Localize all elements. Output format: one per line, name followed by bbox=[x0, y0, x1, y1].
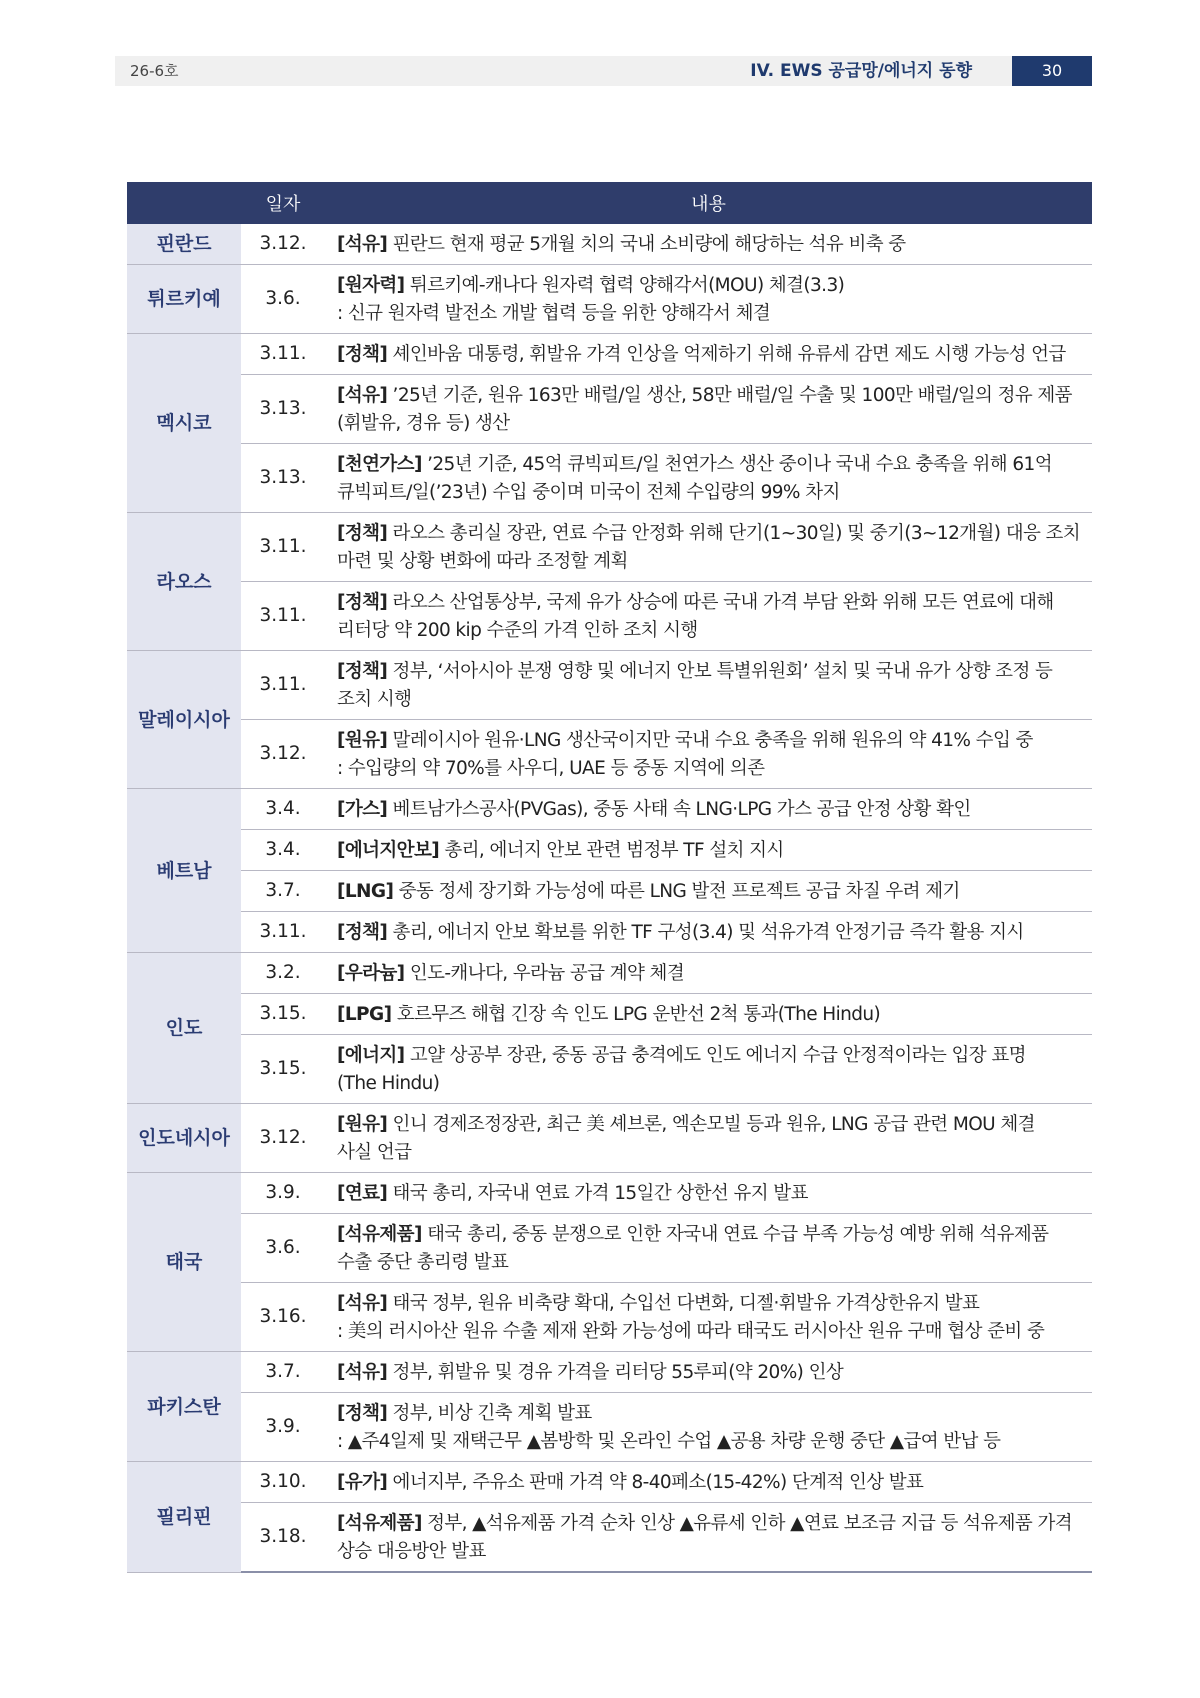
category-tag: [정책] bbox=[337, 922, 388, 943]
table-row bbox=[127, 1393, 1092, 1462]
content-line bbox=[337, 1290, 1086, 1318]
content-cell bbox=[325, 1173, 1092, 1214]
content-line bbox=[337, 960, 1086, 988]
table-row bbox=[127, 375, 1092, 444]
content-cell bbox=[325, 375, 1092, 444]
content-line bbox=[337, 617, 1086, 645]
date-cell: 3.15. bbox=[241, 994, 325, 1035]
category-tag: [원자력] bbox=[337, 275, 405, 296]
content-text: 정부, ‘서아시아 분쟁 영향 및 에너지 안보 특별위원회’ 설치 및 국내 유가 상향 조정 등 bbox=[392, 661, 1053, 682]
content-text: 인도-캐나다, 우라늄 공급 계약 체결 bbox=[409, 963, 685, 984]
content-line bbox=[337, 341, 1086, 369]
content-cell bbox=[325, 912, 1092, 953]
content-text: ’25년 기준, 45억 큐빅피트/일 천연가스 생산 중이나 국내 수요 충족을 위해 61억 bbox=[427, 454, 1052, 475]
content-cell bbox=[325, 1214, 1092, 1283]
table-row bbox=[127, 334, 1092, 375]
content-line bbox=[337, 410, 1086, 438]
content-text: 중동 정세 장기화 가능성에 따른 LNG 발전 프로젝트 공급 차질 우려 제기 bbox=[398, 881, 960, 902]
header-date: 일자 bbox=[241, 182, 325, 224]
table-row bbox=[127, 582, 1092, 651]
content-text: 셰인바움 대통령, 휘발유 가격 인상을 억제하기 위해 유류세 감면 제도 시행 가능성 언급 bbox=[392, 344, 1066, 365]
content-text: 정부, 비상 긴축 계획 발표 bbox=[392, 1403, 592, 1424]
country-cell: 베트남 bbox=[127, 789, 241, 953]
content-text: 태국 정부, 원유 비축량 확대, 수입선 다변화, 디젤·휘발유 가격상한유지 발표 bbox=[392, 1293, 980, 1314]
date-cell: 3.7. bbox=[241, 871, 325, 912]
content-line bbox=[337, 272, 1086, 300]
header-content: 내용 bbox=[325, 182, 1092, 224]
country-cell: 인도 bbox=[127, 953, 241, 1104]
content-line bbox=[337, 727, 1086, 755]
category-tag: [정책] bbox=[337, 344, 388, 365]
content-line bbox=[337, 1070, 1086, 1098]
content-cell bbox=[325, 953, 1092, 994]
date-cell: 3.11. bbox=[241, 513, 325, 582]
date-cell: 3.9. bbox=[241, 1173, 325, 1214]
content-line bbox=[337, 1359, 1086, 1387]
date-cell: 3.9. bbox=[241, 1393, 325, 1462]
category-tag: [정책] bbox=[337, 592, 388, 613]
table-header-row bbox=[127, 182, 1092, 224]
content-text: 큐빅피트/일(’23년) 수입 중이며 미국이 전체 수입량의 99% 차지 bbox=[337, 482, 840, 503]
content-text: 에너지부, 주유소 판매 가격 약 8-40페소(15-42%) 단계적 인상 발표 bbox=[392, 1472, 924, 1493]
content-text: 태국 총리, 자국내 연료 가격 15일간 상한선 유지 발표 bbox=[392, 1183, 808, 1204]
date-cell: 3.13. bbox=[241, 444, 325, 513]
content-text: : ▲주4일제 및 재택근무 ▲봄방학 및 온라인 수업 ▲공용 차량 운행 중단 ▲급여 반납 등 bbox=[337, 1431, 1001, 1452]
content-line bbox=[337, 1538, 1086, 1566]
table-body bbox=[127, 224, 1092, 1572]
table-row bbox=[127, 1462, 1092, 1503]
content-cell bbox=[325, 1503, 1092, 1573]
content-line bbox=[337, 548, 1086, 576]
content-line bbox=[337, 589, 1086, 617]
table-row bbox=[127, 444, 1092, 513]
date-cell: 3.12. bbox=[241, 224, 325, 265]
content-cell bbox=[325, 334, 1092, 375]
category-tag: [석유] bbox=[337, 1362, 388, 1383]
content-cell bbox=[325, 1352, 1092, 1393]
country-cell: 멕시코 bbox=[127, 334, 241, 513]
date-cell: 3.11. bbox=[241, 582, 325, 651]
table-row bbox=[127, 871, 1092, 912]
content-text: 튀르키예-캐나다 원자력 협력 양해각서(MOU) 체결(3.3) bbox=[409, 275, 845, 296]
content-line bbox=[337, 919, 1086, 947]
page-number: 30 bbox=[1012, 56, 1092, 86]
category-tag: [석유제품] bbox=[337, 1513, 422, 1534]
category-tag: [석유] bbox=[337, 1293, 388, 1314]
content-cell bbox=[325, 871, 1092, 912]
content-text: 리터당 약 200 kip 수준의 가격 인하 조치 시행 bbox=[337, 620, 698, 641]
content-line bbox=[337, 1221, 1086, 1249]
content-cell bbox=[325, 513, 1092, 582]
date-cell: 3.7. bbox=[241, 1352, 325, 1393]
section-title: IV. EWS 공급망/에너지 동향 bbox=[750, 61, 972, 81]
category-tag: [연료] bbox=[337, 1183, 388, 1204]
content-text: 정부, ▲석유제품 가격 순차 인상 ▲유류세 인하 ▲연료 보조금 지급 등 석유제품 가격 bbox=[427, 1513, 1073, 1534]
table-row bbox=[127, 265, 1092, 334]
content-cell bbox=[325, 582, 1092, 651]
date-cell: 3.13. bbox=[241, 375, 325, 444]
table-row bbox=[127, 1173, 1092, 1214]
content-line bbox=[337, 1111, 1086, 1139]
table-row bbox=[127, 1035, 1092, 1104]
date-cell: 3.6. bbox=[241, 265, 325, 334]
issue-number: 26-6호 bbox=[130, 62, 179, 80]
content-text: 조치 시행 bbox=[337, 689, 412, 710]
content-line bbox=[337, 796, 1086, 824]
table-row bbox=[127, 224, 1092, 265]
category-tag: [우라늄] bbox=[337, 963, 405, 984]
content-line bbox=[337, 686, 1086, 714]
table-row bbox=[127, 720, 1092, 789]
content-cell bbox=[325, 994, 1092, 1035]
country-cell: 태국 bbox=[127, 1173, 241, 1352]
category-tag: [석유] bbox=[337, 385, 388, 406]
content-line bbox=[337, 1249, 1086, 1277]
date-cell: 3.18. bbox=[241, 1503, 325, 1573]
content-line bbox=[337, 1042, 1086, 1070]
content-line bbox=[337, 837, 1086, 865]
content-text: 총리, 에너지 안보 관련 범정부 TF 설치 지시 bbox=[444, 840, 784, 861]
content-text: 태국 총리, 중동 분쟁으로 인한 자국내 연료 수급 부족 가능성 예방 위해 석유제품 bbox=[427, 1224, 1049, 1245]
date-cell: 3.11. bbox=[241, 334, 325, 375]
content-cell bbox=[325, 651, 1092, 720]
content-text: 호르무즈 해협 긴장 속 인도 LPG 운반선 2척 통과(The Hindu) bbox=[396, 1004, 881, 1025]
table-row bbox=[127, 513, 1092, 582]
date-cell: 3.15. bbox=[241, 1035, 325, 1104]
date-cell: 3.16. bbox=[241, 1283, 325, 1352]
content-text: (휘발유, 경유 등) 생산 bbox=[337, 413, 510, 434]
content-line bbox=[337, 1318, 1086, 1346]
table-row bbox=[127, 789, 1092, 830]
date-cell: 3.10. bbox=[241, 1462, 325, 1503]
content-text: (The Hindu) bbox=[337, 1073, 440, 1094]
category-tag: [유가] bbox=[337, 1472, 388, 1493]
category-tag: [LPG] bbox=[337, 1004, 392, 1025]
content-text: 정부, 휘발유 및 경유 가격을 리터당 55루피(약 20%) 인상 bbox=[392, 1362, 844, 1383]
header-country bbox=[127, 182, 241, 224]
content-line bbox=[337, 1469, 1086, 1497]
content-cell bbox=[325, 720, 1092, 789]
category-tag: [정책] bbox=[337, 661, 388, 682]
country-cell: 인도네시아 bbox=[127, 1104, 241, 1173]
content-line bbox=[337, 658, 1086, 686]
content-text: 베트남가스공사(PVGas), 중동 사태 속 LNG·LPG 가스 공급 안정 상황 확인 bbox=[392, 799, 971, 820]
category-tag: [정책] bbox=[337, 523, 388, 544]
table-row bbox=[127, 912, 1092, 953]
category-tag: [석유제품] bbox=[337, 1224, 422, 1245]
date-cell: 3.12. bbox=[241, 720, 325, 789]
category-tag: [에너지] bbox=[337, 1045, 405, 1066]
content-cell bbox=[325, 265, 1092, 334]
date-cell: 3.11. bbox=[241, 912, 325, 953]
content-cell bbox=[325, 444, 1092, 513]
content-text: 말레이시아 원유·LNG 생산국이지만 국내 수요 충족을 위해 원유의 약 41% 수입 중 bbox=[392, 730, 1033, 751]
date-cell: 3.12. bbox=[241, 1104, 325, 1173]
content-cell bbox=[325, 1462, 1092, 1503]
table-row bbox=[127, 1214, 1092, 1283]
content-text: 라오스 총리실 장관, 연료 수급 안정화 위해 단기(1~30일) 및 중기(3~12개월) 대응 조치 bbox=[392, 523, 1081, 544]
content-line bbox=[337, 1510, 1086, 1538]
content-line bbox=[337, 1139, 1086, 1167]
country-cell: 핀란드 bbox=[127, 224, 241, 265]
content-line bbox=[337, 231, 1086, 259]
content-text: 수출 중단 총리령 발표 bbox=[337, 1252, 509, 1273]
content-line bbox=[337, 1400, 1086, 1428]
category-tag: [석유] bbox=[337, 234, 388, 255]
content-text: 인니 경제조정장관, 최근 美 셰브론, 엑손모빌 등과 원유, LNG 공급 관련 MOU 체결 bbox=[392, 1114, 1035, 1135]
content-line bbox=[337, 1001, 1086, 1029]
content-line bbox=[337, 520, 1086, 548]
content-text: 고얄 상공부 장관, 중동 공급 충격에도 인도 에너지 수급 안정적이라는 입장 표명 bbox=[409, 1045, 1026, 1066]
content-text: 마련 및 상황 변화에 따라 조정할 계획 bbox=[337, 551, 628, 572]
content-cell bbox=[325, 1104, 1092, 1173]
table-row bbox=[127, 994, 1092, 1035]
content-line bbox=[337, 878, 1086, 906]
content-text: 총리, 에너지 안보 확보를 위한 TF 구성(3.4) 및 석유가격 안정기금 즉각 활용 지시 bbox=[392, 922, 1024, 943]
category-tag: [가스] bbox=[337, 799, 388, 820]
category-tag: [에너지안보] bbox=[337, 840, 440, 861]
date-cell: 3.6. bbox=[241, 1214, 325, 1283]
table-row bbox=[127, 830, 1092, 871]
content-text: ’25년 기준, 원유 163만 배럴/일 생산, 58만 배럴/일 수출 및 100만 배럴/일의 정유 제품 bbox=[392, 385, 1072, 406]
category-tag: [원유] bbox=[337, 730, 388, 751]
energy-trends-table bbox=[127, 182, 1092, 1573]
content-cell bbox=[325, 830, 1092, 871]
country-cell: 말레이시아 bbox=[127, 651, 241, 789]
content-line bbox=[337, 479, 1086, 507]
content-line bbox=[337, 300, 1086, 328]
content-text: 라오스 산업통상부, 국제 유가 상승에 따른 국내 가격 부담 완화 위해 모든 연료에 대해 bbox=[392, 592, 1054, 613]
country-cell: 필리핀 bbox=[127, 1462, 241, 1573]
content-text: 핀란드 현재 평균 5개월 치의 국내 소비량에 해당하는 석유 비축 중 bbox=[392, 234, 906, 255]
content-line bbox=[337, 1428, 1086, 1456]
content-cell bbox=[325, 1283, 1092, 1352]
table-row bbox=[127, 1352, 1092, 1393]
content-text: 상승 대응방안 발표 bbox=[337, 1541, 486, 1562]
content-text: : 신규 원자력 발전소 개발 협력 등을 위한 양해각서 체결 bbox=[337, 303, 771, 324]
country-cell: 라오스 bbox=[127, 513, 241, 651]
table-row bbox=[127, 651, 1092, 720]
category-tag: [정책] bbox=[337, 1403, 388, 1424]
content-line bbox=[337, 755, 1086, 783]
content-line bbox=[337, 1180, 1086, 1208]
content-cell bbox=[325, 224, 1092, 265]
date-cell: 3.4. bbox=[241, 789, 325, 830]
content-text: : 美의 러시아산 원유 수출 제재 완화 가능성에 따라 태국도 러시아산 원유 구매 협상 준비 중 bbox=[337, 1321, 1045, 1342]
table-row bbox=[127, 1503, 1092, 1573]
country-cell: 튀르키예 bbox=[127, 265, 241, 334]
table-row bbox=[127, 1104, 1092, 1173]
country-cell: 파키스탄 bbox=[127, 1352, 241, 1462]
content-cell bbox=[325, 1393, 1092, 1462]
content-cell bbox=[325, 789, 1092, 830]
content-text: 사실 언급 bbox=[337, 1142, 412, 1163]
content-line bbox=[337, 451, 1086, 479]
table-row bbox=[127, 1283, 1092, 1352]
table-row bbox=[127, 953, 1092, 994]
date-cell: 3.2. bbox=[241, 953, 325, 994]
content-line bbox=[337, 382, 1086, 410]
content-cell bbox=[325, 1035, 1092, 1104]
date-cell: 3.4. bbox=[241, 830, 325, 871]
content-text: : 수입량의 약 70%를 사우디, UAE 등 중동 지역에 의존 bbox=[337, 758, 765, 779]
category-tag: [원유] bbox=[337, 1114, 388, 1135]
category-tag: [LNG] bbox=[337, 881, 394, 902]
date-cell: 3.11. bbox=[241, 651, 325, 720]
category-tag: [천연가스] bbox=[337, 454, 422, 475]
